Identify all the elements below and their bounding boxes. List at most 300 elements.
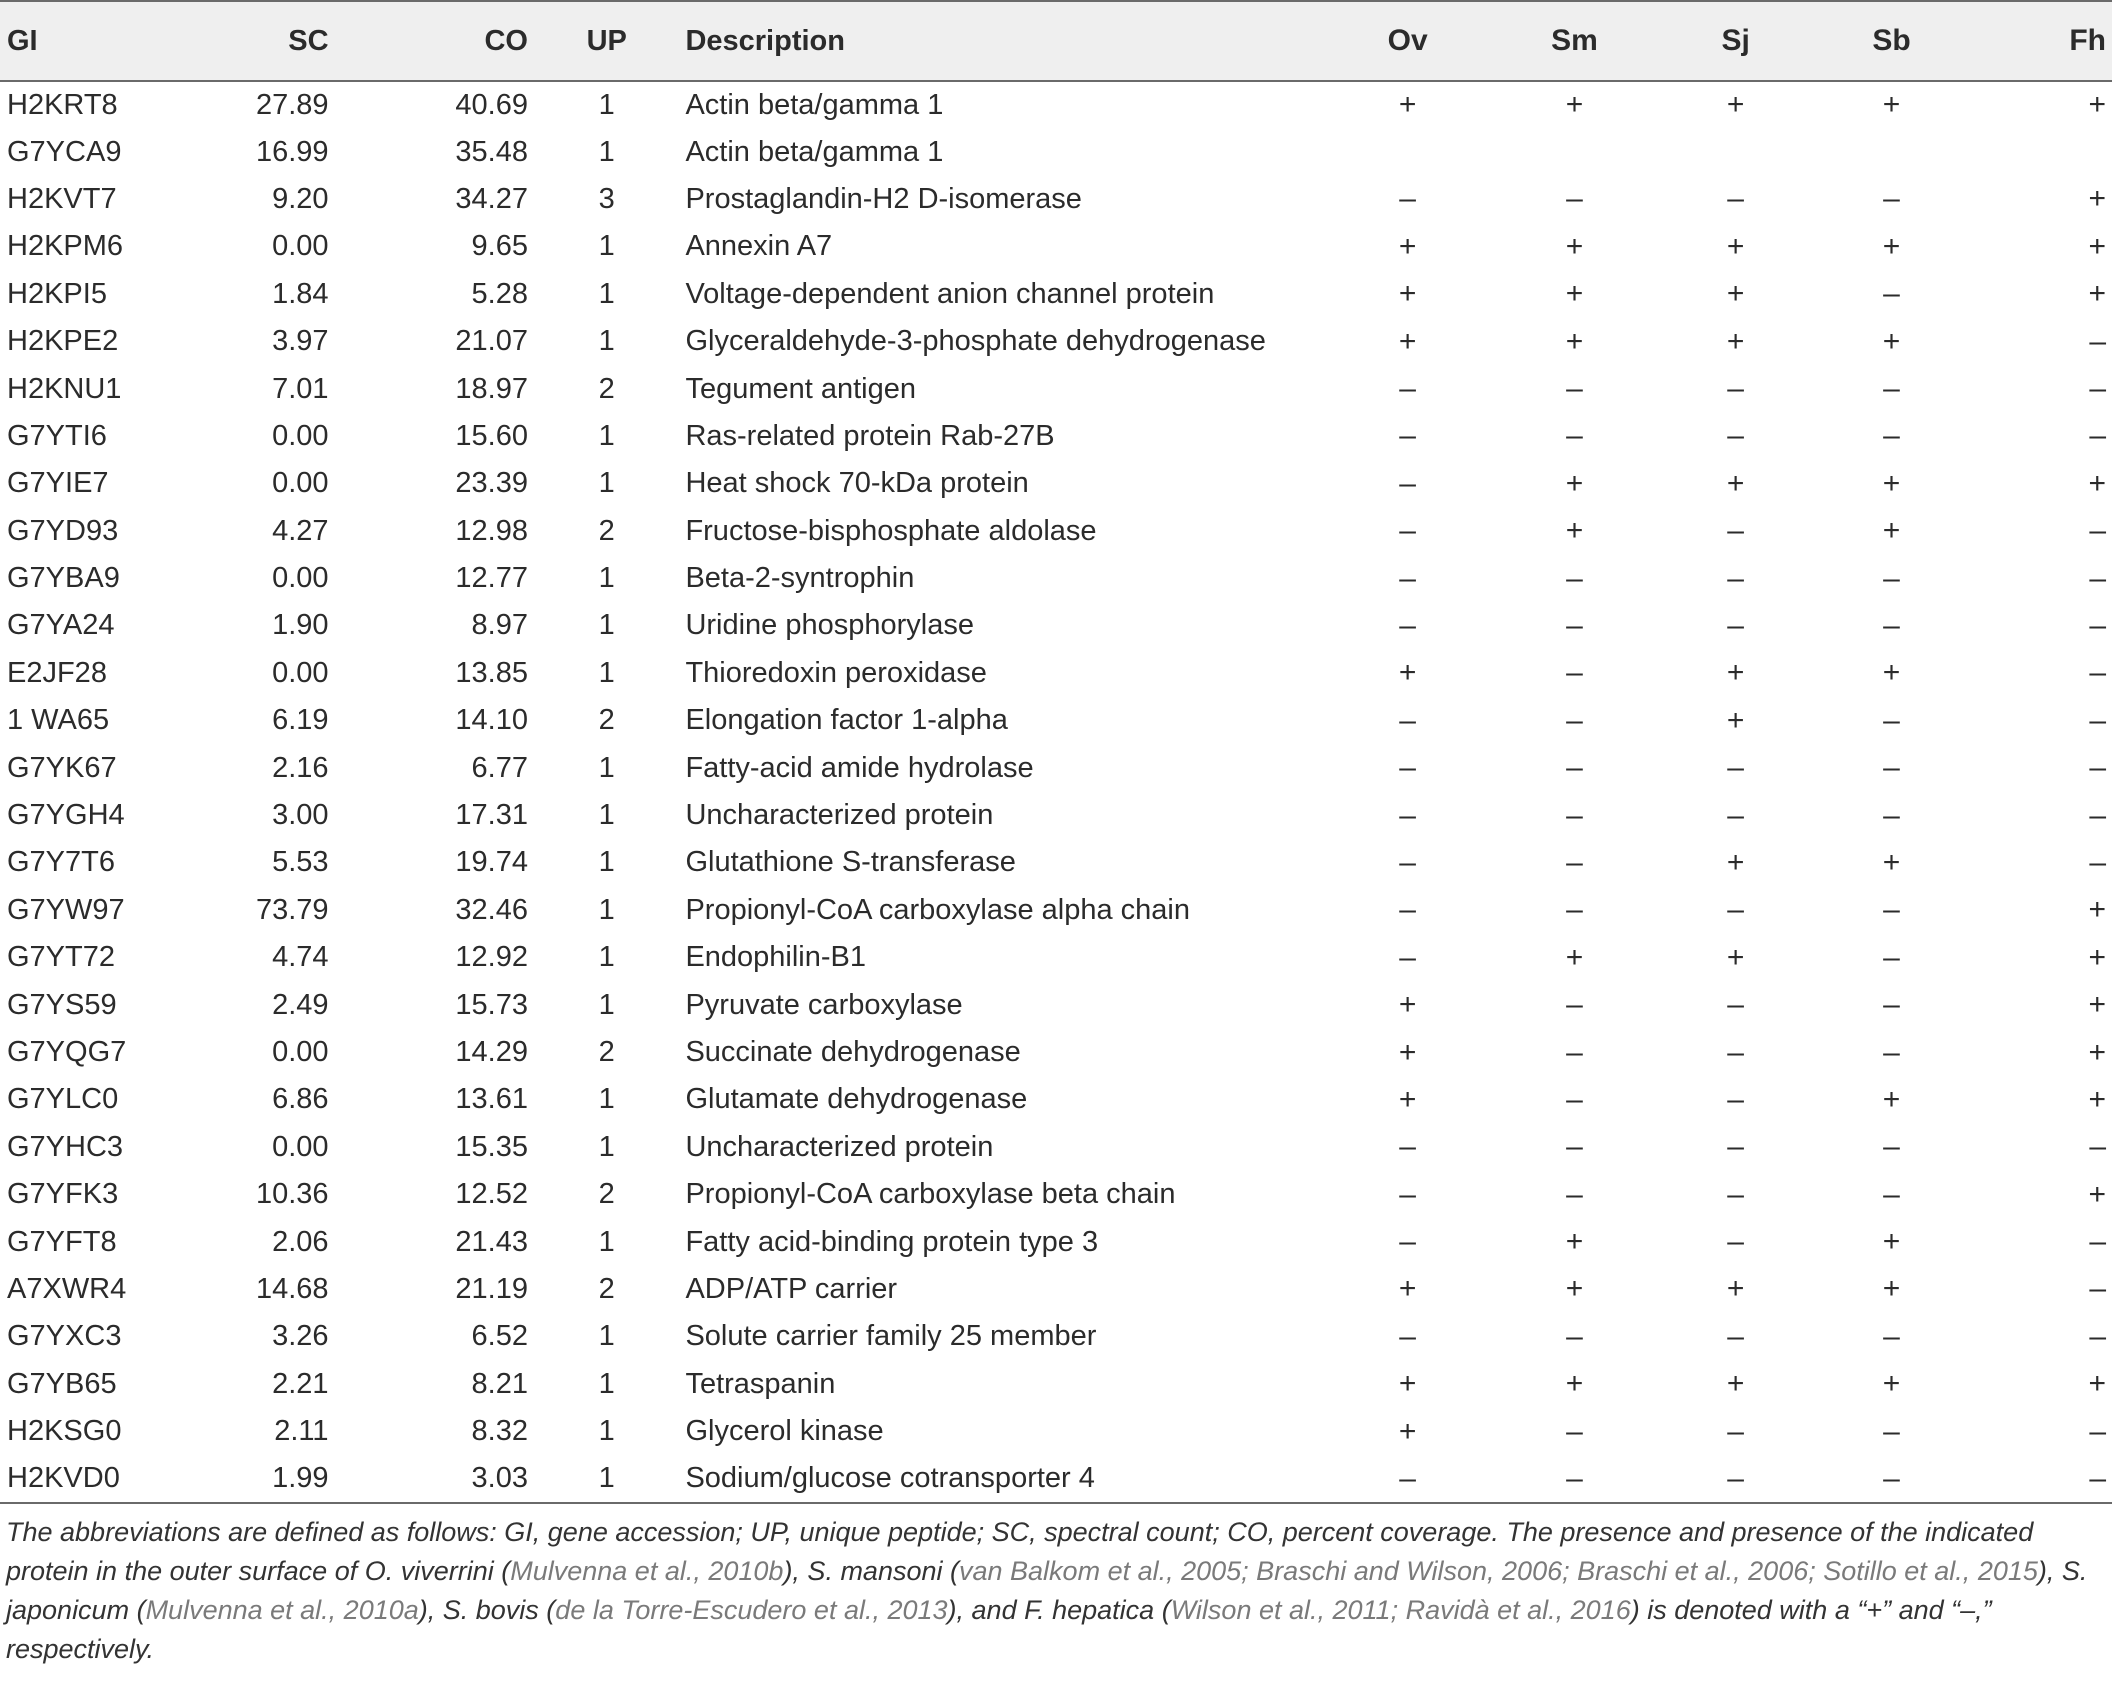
- cell-description: Sodium/glucose cotransporter 4: [685, 1462, 1095, 1495]
- cell-sm: +: [1565, 229, 1584, 263]
- cell-sj: –: [1727, 372, 1744, 406]
- cell-description: ADP/ATP carrier: [685, 1272, 898, 1305]
- cell-co: 19.74: [455, 846, 528, 879]
- cell-description: Propionyl-CoA carboxylase alpha chain: [685, 893, 1191, 926]
- cell-sc: 2.49: [272, 988, 329, 1021]
- table-row: [0, 1218, 2112, 1265]
- col-header-sc: SC: [288, 24, 329, 57]
- cell-gi: H2KVD0: [7, 1462, 120, 1495]
- cell-sm: –: [1566, 798, 1583, 832]
- cell-sb: +: [1882, 466, 1901, 500]
- cell-co: 12.77: [455, 562, 528, 595]
- cell-sc: 4.74: [272, 941, 329, 974]
- cell-co: 14.10: [455, 704, 528, 737]
- cell-sm: [1491, 128, 1659, 175]
- cell-fh: +: [2088, 988, 2106, 1022]
- cell-gi: G7YFK3: [7, 1178, 119, 1211]
- table-row: [0, 555, 2112, 602]
- cell-sb: [1813, 128, 1970, 175]
- cell-sc: 1.90: [272, 609, 329, 642]
- table-row: [0, 1266, 2112, 1313]
- cell-ov: –: [1399, 419, 1416, 453]
- cell-up: 2: [598, 372, 615, 405]
- cell-up: 1: [598, 1367, 615, 1400]
- cell-ov: +: [1398, 1272, 1417, 1306]
- cell-sb: –: [1883, 703, 1900, 737]
- cell-sm: +: [1565, 466, 1584, 500]
- cell-sc: 3.00: [272, 799, 329, 832]
- cell-ov: +: [1398, 656, 1417, 690]
- cell-sc: 9.20: [272, 182, 329, 215]
- cell-fh: +: [2088, 182, 2106, 216]
- cell-fh: +: [2088, 88, 2106, 122]
- cell-up: 1: [598, 893, 615, 926]
- cell-co: 18.97: [455, 372, 528, 405]
- cell-sm: –: [1566, 845, 1583, 879]
- cell-description: Glutathione S-transferase: [685, 846, 1016, 879]
- cell-gi: G7YS59: [7, 988, 117, 1021]
- cell-description: Thioredoxin peroxidase: [685, 656, 987, 689]
- cell-co: 40.69: [455, 88, 528, 121]
- cell-fh: +: [2088, 229, 2106, 263]
- cell-co: 15.60: [455, 419, 528, 452]
- cell-up: 1: [598, 656, 615, 689]
- cell-co: 32.46: [455, 893, 528, 926]
- cell-co: 6.77: [471, 751, 528, 784]
- cell-sj: –: [1727, 419, 1744, 453]
- cell-description: Voltage-dependent anion channel protein: [685, 277, 1215, 310]
- cell-ov: –: [1399, 1461, 1416, 1495]
- cell-fh: +: [2088, 466, 2106, 500]
- cell-sm: –: [1566, 419, 1583, 453]
- cell-gi: G7YFT8: [7, 1225, 117, 1258]
- cell-sc: 1.84: [272, 277, 329, 310]
- cell-sm: –: [1566, 608, 1583, 642]
- cell-sb: –: [1883, 608, 1900, 642]
- table-body: [0, 81, 2112, 1503]
- cell-co: 35.48: [455, 135, 528, 168]
- cell-co: 14.29: [455, 1036, 528, 1068]
- cell-co: 15.73: [455, 988, 528, 1021]
- table-row: [0, 1076, 2112, 1123]
- cell-ov: +: [1398, 324, 1417, 358]
- cell-sc: 7.01: [272, 372, 329, 405]
- cell-sb: +: [1882, 88, 1901, 122]
- table-row: [0, 508, 2112, 555]
- cell-up: 1: [598, 609, 615, 642]
- cell-description: Glycerol kinase: [685, 1415, 884, 1448]
- cell-description: Propionyl-CoA carboxylase beta chain: [685, 1178, 1176, 1211]
- cell-ov: –: [1399, 798, 1416, 832]
- cell-ov: +: [1398, 988, 1417, 1022]
- table-row: [0, 271, 2112, 318]
- cell-sj: –: [1727, 1130, 1744, 1164]
- cell-sj: –: [1727, 1225, 1744, 1259]
- cell-up: 1: [598, 1415, 615, 1448]
- cell-sb: –: [1883, 419, 1900, 453]
- cell-sb: +: [1882, 229, 1901, 263]
- cell-sm: +: [1565, 277, 1584, 311]
- cell-up: 1: [598, 751, 615, 784]
- cell-sm: –: [1566, 988, 1583, 1022]
- table-row: [0, 934, 2112, 981]
- col-header-sb: Sb: [1872, 24, 1911, 57]
- cell-sm: –: [1566, 656, 1583, 690]
- cell-sc: 3.26: [272, 1320, 329, 1353]
- col-header-fh: Fh: [2069, 24, 2106, 57]
- cell-sj: +: [1726, 277, 1745, 311]
- col-header-sj: Sj: [1721, 24, 1750, 57]
- cell-sc: 3.97: [272, 325, 329, 358]
- cell-co: 5.28: [471, 277, 528, 310]
- cell-sj: –: [1727, 561, 1744, 595]
- cell-sc: 0.00: [272, 1036, 329, 1068]
- cell-up: 1: [598, 1225, 615, 1258]
- cell-fh: +: [2088, 893, 2106, 927]
- cell-sm: +: [1565, 1367, 1584, 1401]
- cell-fh: –: [2089, 656, 2106, 690]
- cell-up: 2: [598, 704, 615, 737]
- cell-up: 1: [598, 846, 615, 879]
- cell-co: 21.43: [455, 1225, 528, 1258]
- cell-sm: +: [1565, 1225, 1584, 1259]
- footnote-text-2: ), S. mansoni (: [783, 1556, 959, 1586]
- cell-sc: 6.86: [272, 1083, 329, 1116]
- cell-fh: +: [2088, 1177, 2106, 1211]
- table-row: [0, 1408, 2112, 1455]
- cell-sj: +: [1726, 656, 1745, 690]
- cell-up: 2: [598, 1178, 615, 1211]
- cell-sj: –: [1727, 798, 1744, 832]
- table-row: [0, 1029, 2112, 1076]
- cell-co: 8.21: [471, 1367, 528, 1400]
- cell-sc: 5.53: [272, 846, 329, 879]
- cell-sj: +: [1726, 324, 1745, 358]
- cell-sb: –: [1883, 561, 1900, 595]
- cell-gi: H2KNU1: [7, 372, 122, 405]
- cell-gi: E2JF28: [7, 656, 107, 689]
- cell-fh: –: [2089, 1225, 2106, 1259]
- cell-sc: 0.00: [272, 419, 329, 452]
- cell-sc: 4.27: [272, 514, 329, 547]
- cell-ov: [1325, 128, 1491, 175]
- footnote-text-3: ), S. japonicum (: [6, 1556, 2088, 1625]
- cell-sc: 14.68: [255, 1272, 329, 1305]
- cell-gi: G7YB65: [7, 1367, 117, 1400]
- cell-co: 13.61: [455, 1083, 528, 1116]
- cell-sm: –: [1566, 703, 1583, 737]
- cell-fh: –: [2089, 324, 2106, 358]
- footnote-ref-2[interactable]: van Balkom et al., 2005; Braschi and Wilson, 2006; Braschi et al., 2006; Sotillo et al., 2015: [959, 1556, 2038, 1586]
- cell-fh: +: [2088, 1035, 2106, 1069]
- table-row: [0, 744, 2112, 791]
- cell-sj: [1658, 128, 1812, 175]
- cell-fh: –: [2089, 845, 2106, 879]
- cell-sb: –: [1883, 751, 1900, 785]
- cell-description: Uncharacterized protein: [685, 799, 994, 832]
- cell-sm: +: [1565, 940, 1584, 974]
- cell-co: 21.19: [455, 1272, 528, 1305]
- cell-up: 1: [598, 941, 615, 974]
- cell-sj: –: [1727, 893, 1744, 927]
- table-row: [0, 650, 2112, 697]
- footnote-text-5: ), and F. hepatica (: [947, 1595, 1171, 1625]
- cell-sc: 0.00: [272, 1130, 329, 1163]
- cell-sm: –: [1566, 1177, 1583, 1211]
- cell-co: 9.65: [471, 230, 528, 263]
- cell-description: Succinate dehydrogenase: [685, 1036, 1021, 1068]
- cell-sb: –: [1883, 1461, 1900, 1495]
- cell-gi: G7YT72: [7, 941, 115, 974]
- cell-gi: G7YTI6: [7, 419, 107, 452]
- cell-ov: +: [1398, 1082, 1417, 1116]
- header-row: [0, 1, 2112, 81]
- cell-sj: –: [1727, 514, 1744, 548]
- table-row: [0, 413, 2112, 460]
- cell-sj: –: [1727, 1319, 1744, 1353]
- cell-fh: –: [2089, 372, 2106, 406]
- cell-up: 1: [598, 562, 615, 595]
- footnote-ref-5[interactable]: Wilson et al., 2011; Ravidà et al., 2016: [1170, 1595, 1631, 1625]
- table-row: [0, 981, 2112, 1028]
- cell-up: 1: [598, 467, 615, 500]
- table-footnote: [6, 1513, 2112, 1669]
- cell-fh: –: [2089, 1319, 2106, 1353]
- cell-gi: A7XWR4: [7, 1272, 127, 1305]
- cell-fh: –: [2089, 798, 2106, 832]
- footnote-ref-1[interactable]: Mulvenna et al., 2010b: [510, 1556, 784, 1586]
- cell-description: Uncharacterized protein: [685, 1130, 994, 1163]
- cell-ov: –: [1399, 940, 1416, 974]
- cell-sc: 2.21: [272, 1367, 329, 1400]
- cell-sj: –: [1727, 1177, 1744, 1211]
- cell-description: Prostaglandin-H2 D-isomerase: [685, 182, 1082, 215]
- cell-fh: –: [2089, 1414, 2106, 1448]
- cell-sc: 10.36: [255, 1178, 329, 1211]
- cell-fh: –: [2089, 419, 2106, 453]
- cell-sc: 0.00: [272, 656, 329, 689]
- cell-sj: –: [1727, 1035, 1744, 1069]
- cell-up: 1: [598, 1083, 615, 1116]
- footnote-ref-3[interactable]: Mulvenna et al., 2010a: [145, 1595, 419, 1625]
- cell-sm: –: [1566, 561, 1583, 595]
- table-row: [0, 128, 2112, 175]
- cell-ov: –: [1399, 372, 1416, 406]
- cell-up: 1: [598, 799, 615, 832]
- cell-sb: –: [1883, 372, 1900, 406]
- table-row: [0, 697, 2112, 744]
- cell-sm: –: [1566, 1319, 1583, 1353]
- cell-fh: –: [2089, 1272, 2106, 1306]
- cell-fh: –: [2089, 1461, 2106, 1495]
- footnote-ref-4[interactable]: de la Torre-Escudero et al., 2013: [555, 1595, 948, 1625]
- cell-co: 15.35: [455, 1130, 528, 1163]
- cell-ov: –: [1399, 703, 1416, 737]
- cell-up: 1: [598, 988, 615, 1021]
- cell-sj: –: [1727, 608, 1744, 642]
- cell-ov: –: [1399, 561, 1416, 595]
- cell-up: 1: [598, 88, 615, 121]
- cell-up: 2: [598, 1272, 615, 1305]
- cell-description: Beta-2-syntrophin: [685, 562, 915, 595]
- cell-gi: G7YW97: [7, 893, 125, 926]
- cell-sm: –: [1566, 1130, 1583, 1164]
- cell-sb: –: [1883, 940, 1900, 974]
- cell-sm: –: [1566, 1082, 1583, 1116]
- cell-sb: –: [1883, 1319, 1900, 1353]
- cell-gi: G7YD93: [7, 514, 119, 547]
- cell-co: 8.32: [471, 1415, 528, 1448]
- cell-sj: +: [1726, 940, 1745, 974]
- cell-fh: –: [2089, 751, 2106, 785]
- cell-gi: H2KPI5: [7, 277, 107, 310]
- cell-gi: G7YCA9: [7, 135, 122, 168]
- cell-up: 1: [598, 277, 615, 310]
- cell-sb: –: [1883, 798, 1900, 832]
- footnote-text-1: The abbreviations are defined as follows: GI, gene accession; UP, unique peptide; SC, spectral count; CO, percent coverage. The presence and presence of the indicated protein in the outer surface of O. viverrini (: [6, 1517, 2034, 1586]
- cell-ov: +: [1398, 1035, 1417, 1069]
- cell-sj: +: [1726, 1272, 1745, 1306]
- cell-fh: –: [2089, 1130, 2106, 1164]
- cell-co: 12.98: [455, 514, 528, 547]
- cell-fh: –: [2089, 514, 2106, 548]
- cell-ov: –: [1399, 608, 1416, 642]
- cell-sj: –: [1727, 1082, 1744, 1116]
- col-header-gi: GI: [7, 24, 38, 57]
- cell-co: 12.92: [455, 941, 528, 974]
- cell-gi: G7YHC3: [7, 1130, 124, 1163]
- cell-sb: –: [1883, 893, 1900, 927]
- cell-description: Fatty-acid amide hydrolase: [685, 751, 1034, 784]
- cell-description: Annexin A7: [685, 230, 833, 263]
- table-row: [0, 1171, 2112, 1218]
- cell-up: 1: [598, 1130, 615, 1163]
- table-row: [0, 1124, 2112, 1171]
- cell-ov: –: [1399, 514, 1416, 548]
- cell-sb: –: [1883, 988, 1900, 1022]
- cell-sb: +: [1882, 1272, 1901, 1306]
- cell-sb: –: [1883, 1130, 1900, 1164]
- cell-sc: 6.19: [272, 704, 329, 737]
- cell-sb: +: [1882, 514, 1901, 548]
- cell-sj: –: [1727, 1414, 1744, 1448]
- col-header-up: UP: [586, 24, 627, 57]
- cell-description: Glyceraldehyde-3-phosphate dehydrogenase: [685, 325, 1266, 358]
- cell-co: 13.85: [455, 656, 528, 689]
- cell-gi: H2KPM6: [7, 230, 124, 263]
- cell-co: 8.97: [471, 609, 528, 642]
- cell-description: Tetraspanin: [685, 1367, 836, 1400]
- cell-sm: –: [1566, 1461, 1583, 1495]
- cell-sj: –: [1727, 751, 1744, 785]
- table-row: [0, 176, 2112, 223]
- cell-description: Uridine phosphorylase: [685, 609, 974, 642]
- cell-sj: +: [1726, 88, 1745, 122]
- cell-ov: –: [1399, 1225, 1416, 1259]
- cell-description: Fatty acid-binding protein type 3: [685, 1225, 1099, 1258]
- cell-sm: –: [1566, 1414, 1583, 1448]
- col-header-co: CO: [484, 24, 528, 57]
- cell-description: Endophilin-B1: [685, 941, 867, 974]
- cell-up: 1: [598, 325, 615, 358]
- cell-sj: +: [1726, 703, 1745, 737]
- cell-fh: [1970, 128, 2112, 175]
- cell-description: Actin beta/gamma 1: [685, 88, 944, 121]
- cell-ov: +: [1398, 1414, 1417, 1448]
- cell-sb: +: [1882, 1082, 1901, 1116]
- cell-ov: +: [1398, 1367, 1417, 1401]
- cell-sb: +: [1882, 656, 1901, 690]
- table-row: [0, 1361, 2112, 1408]
- cell-description: Pyruvate carboxylase: [685, 988, 963, 1021]
- cell-ov: –: [1399, 845, 1416, 879]
- cell-gi: G7YBA9: [7, 562, 120, 595]
- cell-co: 23.39: [455, 467, 528, 500]
- table-row: [0, 1313, 2112, 1360]
- cell-gi: G7YA24: [7, 609, 115, 642]
- cell-co: 6.52: [471, 1320, 528, 1353]
- table-row: [0, 81, 2112, 128]
- cell-description: Tegument antigen: [685, 372, 916, 405]
- cell-sb: +: [1882, 845, 1901, 879]
- cell-sc: 2.11: [274, 1415, 329, 1448]
- cell-fh: –: [2089, 561, 2106, 595]
- cell-sb: –: [1883, 182, 1900, 216]
- cell-ov: +: [1398, 277, 1417, 311]
- cell-gi: H2KRT8: [7, 88, 118, 121]
- cell-gi: H2KPE2: [7, 325, 119, 358]
- table-row: [0, 318, 2112, 365]
- cell-up: 1: [598, 419, 615, 452]
- cell-sc: 1.99: [272, 1462, 329, 1495]
- cell-sb: +: [1882, 1225, 1901, 1259]
- cell-sb: –: [1883, 1035, 1900, 1069]
- table-row: [0, 839, 2112, 886]
- footnote-text-6: ) is denoted with a “+” and “–,” respectively.: [6, 1595, 1992, 1664]
- cell-sm: +: [1565, 514, 1584, 548]
- cell-description: Solute carrier family 25 member: [685, 1320, 1097, 1353]
- cell-sm: –: [1566, 182, 1583, 216]
- cell-sc: 2.16: [272, 751, 329, 784]
- cell-ov: +: [1398, 229, 1417, 263]
- cell-sm: +: [1565, 1272, 1584, 1306]
- col-header-description: Description: [685, 24, 845, 57]
- cell-sb: –: [1883, 1177, 1900, 1211]
- cell-sc: 0.00: [272, 467, 329, 500]
- cell-fh: +: [2088, 277, 2106, 311]
- cell-sj: +: [1726, 229, 1745, 263]
- cell-co: 17.31: [455, 799, 528, 832]
- cell-sb: +: [1882, 1367, 1901, 1401]
- cell-gi: G7YXC3: [7, 1320, 122, 1353]
- table-row: [0, 887, 2112, 934]
- cell-sc: 2.06: [272, 1225, 329, 1258]
- table-row: [0, 602, 2112, 649]
- cell-sb: –: [1883, 277, 1900, 311]
- table-row: [0, 365, 2112, 412]
- cell-description: Ras-related protein Rab-27B: [685, 419, 1055, 452]
- cell-ov: –: [1399, 182, 1416, 216]
- cell-sb: +: [1882, 324, 1901, 358]
- cell-ov: –: [1399, 1130, 1416, 1164]
- cell-description: Elongation factor 1-alpha: [685, 704, 1008, 737]
- cell-description: Actin beta/gamma 1: [685, 135, 944, 168]
- cell-up: 3: [598, 182, 615, 215]
- table-row: [0, 223, 2112, 270]
- cell-sc: 73.79: [255, 893, 329, 926]
- cell-sm: +: [1565, 324, 1584, 358]
- cell-ov: –: [1399, 466, 1416, 500]
